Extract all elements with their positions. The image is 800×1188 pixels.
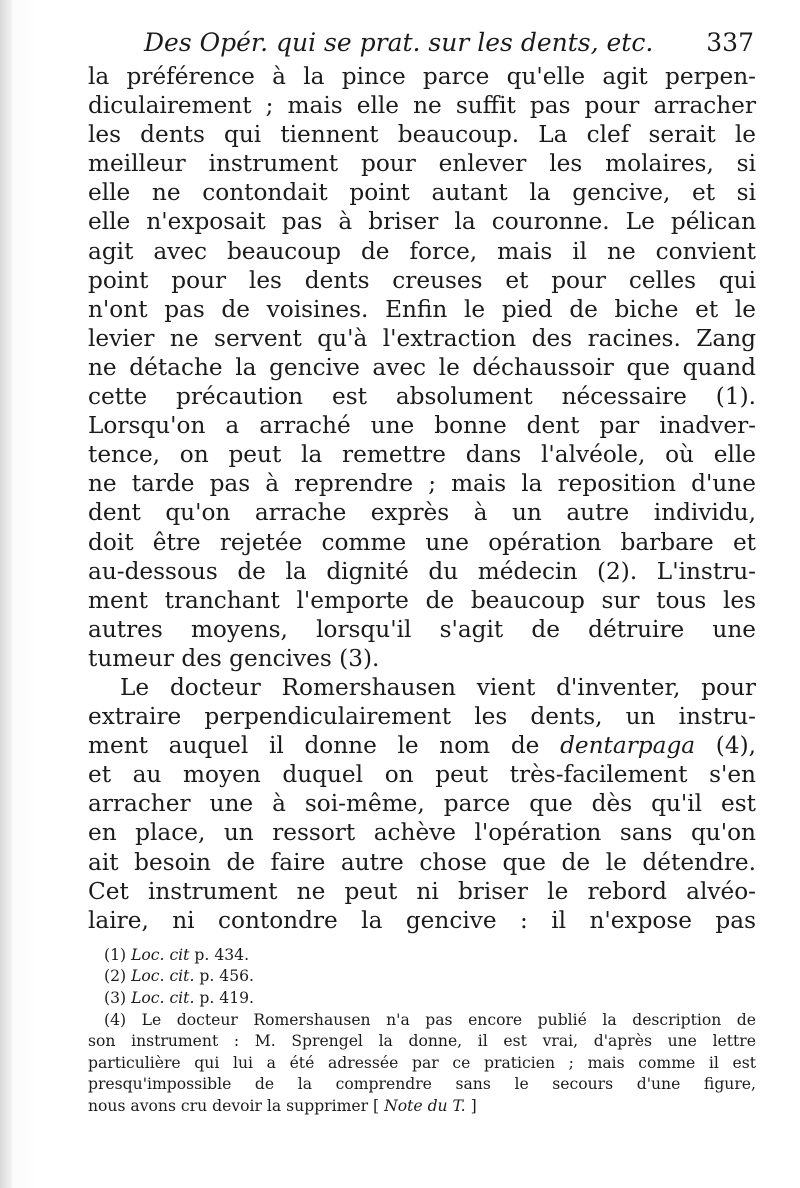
footnote-2 (88, 966, 756, 988)
text-line: tence, on peut la remettre dans l'alvéole, où elle (88, 441, 756, 469)
text-line: elle ne contondait point autant la gencive, et si (88, 179, 756, 207)
footnote-3 (88, 988, 756, 1010)
text-line: la préférence à la pince parce qu'elle agit perpen- (88, 63, 756, 90)
text-line: ne détache la gencive avec le déchaussoir que quand (88, 353, 756, 381)
text-line: n'ont pas de voisines. Enfin le pied de biche et le (88, 295, 756, 323)
text-line: autres moyens, lorsqu'il s'agit de détruire une (88, 615, 756, 643)
text-line: ment tranchant l'emporte de beaucoup sur tous les (88, 586, 756, 614)
text-line: elle n'exposait pas à briser la couronne. Le pélican (88, 208, 756, 236)
text-line: Le docteur Romershausen vient d'inventer, pour (120, 673, 756, 701)
running-title: Des Opér. qui se prat. sur les dents, etc. (144, 28, 654, 57)
italic-term: dentarpaga (560, 732, 696, 760)
footnote-page: p. 419. (199, 989, 254, 1007)
running-header (88, 26, 756, 60)
text-line: dent qu'on arrache exprès à un autre individu, (88, 499, 756, 527)
text-line (88, 731, 756, 760)
footnote-ref: Loc. cit. (131, 967, 195, 986)
paragraph-2 (88, 673, 756, 935)
page-number: 337 (706, 28, 754, 57)
footnote-page: p. 434. (194, 945, 250, 964)
footnote-1 (88, 945, 756, 967)
text-line: levier ne servent qu'à l'extraction des racines. Zang (88, 324, 756, 352)
text-line: doit être rejetée comme une opération barbare et (88, 528, 756, 556)
text-segment: ment auquel il donne le nom de (88, 732, 561, 760)
footnote-4-line: son instrument : M. Sprengel la donne, il est vrai, d'après une lettre (88, 1032, 756, 1051)
footnote-separator (88, 935, 756, 941)
footnote-ref: Loc. cit (131, 945, 190, 964)
footnote-number: (1) (104, 945, 127, 964)
text-line: point pour les dents creuses et pour celles qui (88, 266, 756, 294)
text-line: et au moyen duquel on peut très-facilement s'en (88, 761, 756, 789)
text-line: extraire perpendiculairement les dents, un instru- (88, 703, 756, 731)
translator-note: Note du T. (384, 1096, 466, 1115)
footnote-4-line (88, 1096, 756, 1118)
text-line: tumeur des gencives (3). (88, 644, 380, 672)
footnote-4-line: (4) Le docteur Romershausen n'a pas encore publié la description de (104, 1010, 756, 1029)
text-line: ne tarde pas à reprendre ; mais la reposition d'une (88, 470, 756, 498)
footnote-4-line: particulière qui lui a été adressée par ce praticien ; mais comme il est (88, 1053, 756, 1072)
text-line: ait besoin de faire autre chose que de le détendre. (88, 848, 756, 876)
footnote-page: p. 456. (199, 967, 254, 986)
footnote-4-line: presqu'impossible de la comprendre sans le secours d'une figure, (88, 1075, 756, 1094)
text-line: au-dessous de la dignité du médecin (2). L'instru- (88, 557, 756, 585)
text-line: laire, ni contondre la gencive : il n'expose pas (88, 906, 756, 934)
footnotes (88, 945, 756, 1118)
body-text (88, 62, 756, 935)
footnote-number: (3) (104, 989, 127, 1007)
text-line: agit avec beaucoup de force, mais il ne convient (88, 237, 756, 265)
text-line: arracher une à soi-même, parce que dès qu'il est (88, 790, 756, 818)
text-line: les dents qui tiennent beaucoup. La clef serait le (88, 121, 756, 149)
text-line: Lorsqu'on a arraché une bonne dent par inadver- (88, 412, 756, 440)
text-segment: (4), (695, 732, 756, 760)
paragraph-1 (88, 62, 756, 673)
text-line: en place, un ressort achève l'opération sans qu'on (88, 819, 756, 847)
text-line: cette précaution est absolument nécessaire (1). (88, 383, 756, 411)
text-line: diculairement ; mais elle ne suffit pas pour arracher (88, 92, 756, 120)
text-segment: nous avons cru devoir la supprimer [ (88, 1096, 385, 1115)
page-binding-shadow (0, 0, 12, 1188)
text-line: Cet instrument ne peut ni briser le rebord alvéo- (88, 877, 756, 905)
footnote-number: (2) (104, 967, 127, 986)
text-line: meilleur instrument pour enlever les molaires, si (88, 150, 756, 178)
text-segment: ] (465, 1096, 477, 1115)
footnote-ref: Loc. cit. (131, 989, 195, 1007)
